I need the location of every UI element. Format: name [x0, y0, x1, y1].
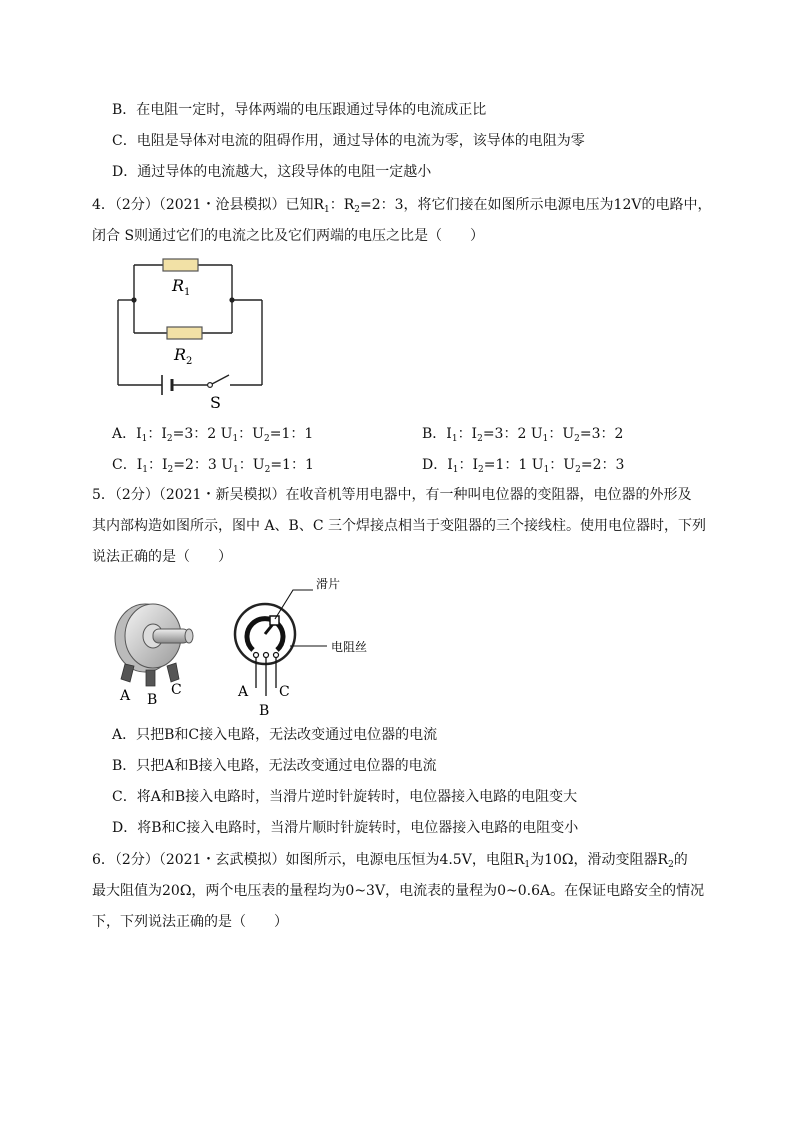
q4-circuit-diagram — [110, 255, 280, 415]
q4-option-b: B．$I_1$：$I_2=3$：2 $U_1$：$U_2=3$：2 — [422, 426, 624, 444]
q3-option-b: B．在电阻一定时，导体两端的电压跟通过导体的电流成正比 — [112, 102, 487, 118]
q3-option-c: C．电阻是导体对电流的阻碍作用，通过导体的电流为零，该导体的电阻为零 — [112, 133, 585, 149]
q5-stem-line2: 其内部构造如图所示，图中 A、B、C 三个焊接点相当于变阻器的三个接线柱。使用电位器时，下列 — [92, 518, 707, 534]
q3-option-d: D．通过导体的电流越大，这段导体的电阻一定越小 — [112, 164, 432, 180]
label-resistance-wire: 电阻丝 — [331, 640, 368, 654]
label-switch: S — [210, 393, 221, 412]
q6-stem-line3: 下，下列说法正确的是（ ） — [92, 914, 288, 930]
q5-option-b: B．只把A和B接入电路，无法改变通过电位器的电流 — [112, 758, 437, 774]
potentiometer-interior-icon — [235, 590, 327, 696]
q4-stem-line2: 闭合 S则通过它们的电流之比及它们两端的电压之比是（ ） — [92, 228, 485, 244]
resistor-r2-icon — [167, 327, 202, 339]
q5-potentiometer-diagram — [105, 572, 395, 722]
resistor-r1-icon — [163, 259, 198, 271]
q5-option-d: D．将B和C接入电路时，当滑片顺时针旋转时，电位器接入电路的电阻变小 — [112, 820, 579, 836]
q4-option-d: D．$I_1$：$I_2=1$：1 $U_1$：$U_2=2$：3 — [422, 457, 625, 475]
label-r1: $R_1$ — [172, 276, 191, 298]
q4-option-a: A．$I_1$：$I_2=3$：2 $U_1$：$U_2=1$：1 — [112, 426, 314, 444]
interior-label-a: A — [238, 684, 249, 700]
q5-option-c: C．将A和B接入电路时，当滑片逆时针旋转时，电位器接入电路的电阻变大 — [112, 789, 578, 805]
interior-label-b: B — [259, 703, 270, 719]
switch-icon — [208, 375, 229, 387]
q4-option-c: C．$I_1$：$I_2=2$：3 $U_1$：$U_2=1$：1 — [112, 457, 314, 475]
battery-icon — [162, 375, 172, 395]
exterior-label-b: B — [147, 692, 158, 708]
exterior-label-a: A — [120, 688, 131, 704]
q5-option-a: A．只把B和C接入电路，无法改变通过电位器的电流 — [112, 727, 438, 743]
label-r2: $R_2$ — [174, 345, 193, 367]
q5-stem-line1: 5．（2分）（2021・新吴模拟）在收音机等用电器中，有一种叫电位器的变阻器，电位器的外形及 — [92, 487, 692, 503]
label-slider: 滑片 — [316, 577, 341, 591]
q6-stem-line2: 最大阻值为20Ω，两个电压表的量程均为0~3V，电流表的量程为0~0.6A。在保证电路安全的情况 — [92, 883, 705, 899]
interior-label-c: C — [279, 684, 290, 700]
q4-stem-line1: 4．（2分）（2021・沧县模拟）已知$R_1$：$R_2=2$：3，将它们接在如图所示电源电压为12V的电路中， — [92, 197, 712, 215]
exterior-label-c: C — [171, 682, 182, 698]
potentiometer-exterior-icon — [115, 604, 193, 686]
q5-stem-line3: 说法正确的是（ ） — [92, 549, 232, 565]
q6-stem-line1: 6．（2分）（2021・玄武模拟）如图所示，电源电压恒为4.5V，电阻$R_1$为10Ω，滑动变阻器$R_2$的 — [92, 852, 688, 870]
